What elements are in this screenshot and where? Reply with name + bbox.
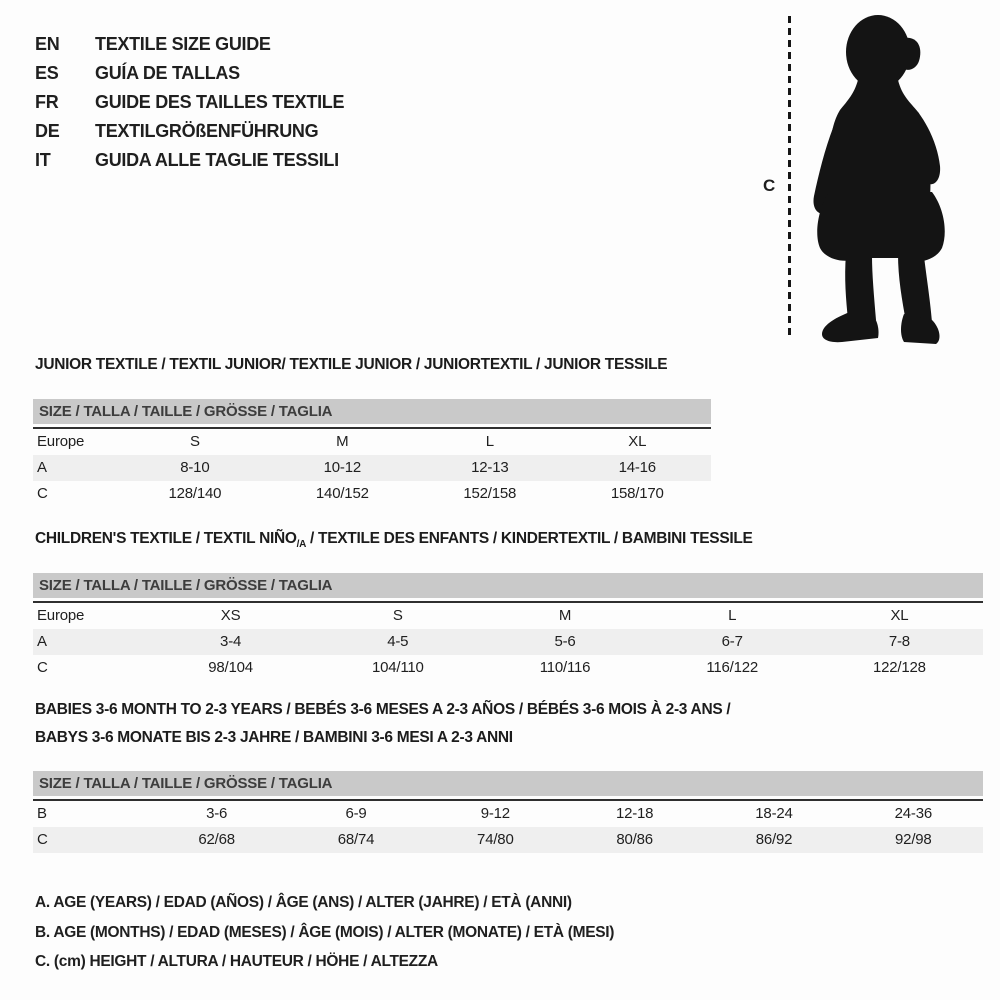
table-cell: 6-9	[345, 805, 367, 822]
language-code: FR	[35, 92, 59, 112]
table-cell: 5-6	[554, 633, 576, 650]
table-row	[33, 801, 983, 827]
table-cell: 62/68	[198, 831, 235, 848]
table-cell: 14-16	[618, 459, 656, 476]
silhouette-left-foot	[822, 312, 879, 342]
language-row	[35, 30, 344, 59]
table-cell: 12-13	[471, 459, 509, 476]
table-cell: 152/158	[463, 485, 517, 502]
language-title-list	[35, 30, 344, 175]
table-cell: 8-10	[180, 459, 210, 476]
table-cell: 116/122	[706, 659, 759, 676]
childrens-section-title	[35, 530, 753, 550]
language-row	[35, 59, 344, 88]
footnotes	[35, 894, 614, 983]
babies-size-table	[33, 771, 983, 853]
table-column-header-row	[33, 429, 711, 455]
table-column-header: XS	[220, 607, 241, 624]
table-cell: 122/128	[873, 659, 926, 676]
size-header-bar: SIZE / TALLA / TAILLE / GRÖSSE / TAGLIA	[33, 399, 711, 424]
table-cell: 4-5	[387, 633, 409, 650]
size-header-bar: SIZE / TALLA / TAILLE / GRÖSSE / TAGLIA	[33, 771, 983, 796]
guide-title-en: TEXTILE SIZE GUIDE	[95, 34, 271, 54]
table-cell: 6-7	[721, 633, 743, 650]
junior-size-table	[33, 399, 711, 507]
table-cell: 92/98	[895, 831, 932, 848]
table-cell: 86/92	[755, 831, 793, 848]
table-row-label: C	[37, 485, 48, 502]
footnote-b: B. AGE (MONTHS) / EDAD (MESES) / ÂGE (MOIS) / ALTER (MONATE) / ETÀ (MESI)	[35, 923, 615, 941]
table-row	[33, 655, 983, 681]
table-row	[33, 827, 983, 853]
table-cell: 98/104	[208, 659, 253, 676]
table-cell: 74/80	[477, 831, 514, 848]
height-measure-label: C	[763, 176, 776, 195]
toddler-silhouette-image	[806, 8, 954, 346]
language-code: DE	[35, 121, 60, 141]
table-cell: 104/110	[371, 659, 424, 676]
table-cell: 12-18	[615, 805, 654, 822]
table-column-header: M	[558, 607, 572, 624]
table-cell: 80/86	[616, 831, 653, 848]
size-header-bar: SIZE / TALLA / TAILLE / GRÖSSE / TAGLIA	[33, 573, 983, 598]
table-column-header: Europe	[37, 607, 85, 624]
table-column-header: S	[392, 607, 403, 624]
silhouette-right-foot	[901, 314, 939, 344]
language-row	[35, 88, 344, 117]
language-row	[35, 117, 344, 146]
table-cell: 18-24	[755, 805, 793, 822]
junior-section-title: JUNIOR TEXTILE / TEXTIL JUNIOR/ TEXTILE JUNIOR / JUNIORTEXTIL / JUNIOR TESSILE	[35, 356, 668, 373]
table-column-header: L	[485, 433, 494, 450]
table-row	[33, 455, 711, 481]
table-row-label: C	[37, 659, 48, 676]
guide-title-de: TEXTILGRÖßENFÜHRUNG	[95, 121, 319, 141]
table-cell: 110/116	[539, 659, 591, 676]
table-cell: 3-6	[206, 805, 228, 822]
table-cell: 9-12	[480, 805, 510, 822]
guide-title-fr: GUIDE DES TAILLES TEXTILE	[95, 92, 345, 112]
table-cell: 7-8	[888, 633, 910, 650]
silhouette-head	[846, 15, 910, 89]
table-row	[33, 481, 711, 507]
footnote-c: C. (cm) HEIGHT / ALTURA / HAUTEUR / HÖHE / ALTEZZA	[35, 953, 438, 970]
silhouette-shorts	[817, 190, 945, 262]
table-row	[33, 629, 983, 655]
table-column-header: M	[336, 433, 349, 450]
guide-title-es: GUÍA DE TALLAS	[95, 63, 240, 83]
babies-section-title-line1: BABIES 3-6 MONTH TO 2-3 YEARS / BEBÉS 3-6 MESES A 2-3 AÑOS / BÉBÉS 3-6 MOIS À 2-3 ANS /	[35, 701, 731, 718]
silhouette-left-leg	[845, 254, 876, 320]
title-subscript: /A	[296, 539, 307, 551]
table-cell: 10-12	[323, 459, 362, 476]
table-cell: 24-36	[894, 805, 932, 822]
language-code: EN	[35, 34, 60, 54]
table-cell: 3-4	[220, 633, 242, 650]
table-column-header-row	[33, 603, 983, 629]
height-measure-dashed-line	[788, 16, 791, 336]
table-cell: 140/152	[315, 485, 369, 502]
title-text: / TEXTILE DES ENFANTS / KINDERTEXTIL / BAMBINI TESSILE	[306, 530, 753, 547]
table-column-header: XL	[890, 607, 909, 624]
language-code: ES	[35, 63, 59, 83]
table-cell: 158/170	[610, 485, 664, 502]
table-row-label: A	[37, 633, 47, 650]
table-row-label: A	[37, 459, 47, 476]
table-column-header: XL	[628, 433, 647, 450]
silhouette-right-leg	[898, 254, 932, 322]
table-cell: 68/74	[337, 831, 375, 848]
table-column-header: S	[189, 433, 200, 450]
title-text: CHILDREN'S TEXTILE / TEXTIL NIÑO	[35, 530, 297, 547]
table-row-label: B	[37, 805, 47, 822]
table-column-header: L	[728, 607, 737, 624]
table-cell: 128/140	[168, 485, 222, 502]
footnote-a: A. AGE (YEARS) / EDAD (AÑOS) / ÂGE (ANS) / ALTER (JAHRE) / ETÀ (ANNI)	[35, 894, 572, 911]
language-code: IT	[35, 150, 51, 170]
babies-section-title-line2: BABYS 3-6 MONATE BIS 2-3 JAHRE / BAMBINI 3-6 MESI A 2-3 ANNI	[35, 729, 513, 746]
language-row	[35, 146, 344, 175]
table-row-label: C	[37, 831, 48, 848]
table-column-header: Europe	[37, 433, 85, 450]
childrens-size-table	[33, 573, 983, 681]
guide-title-it: GUIDA ALLE TAGLIE TESSILI	[95, 150, 339, 170]
